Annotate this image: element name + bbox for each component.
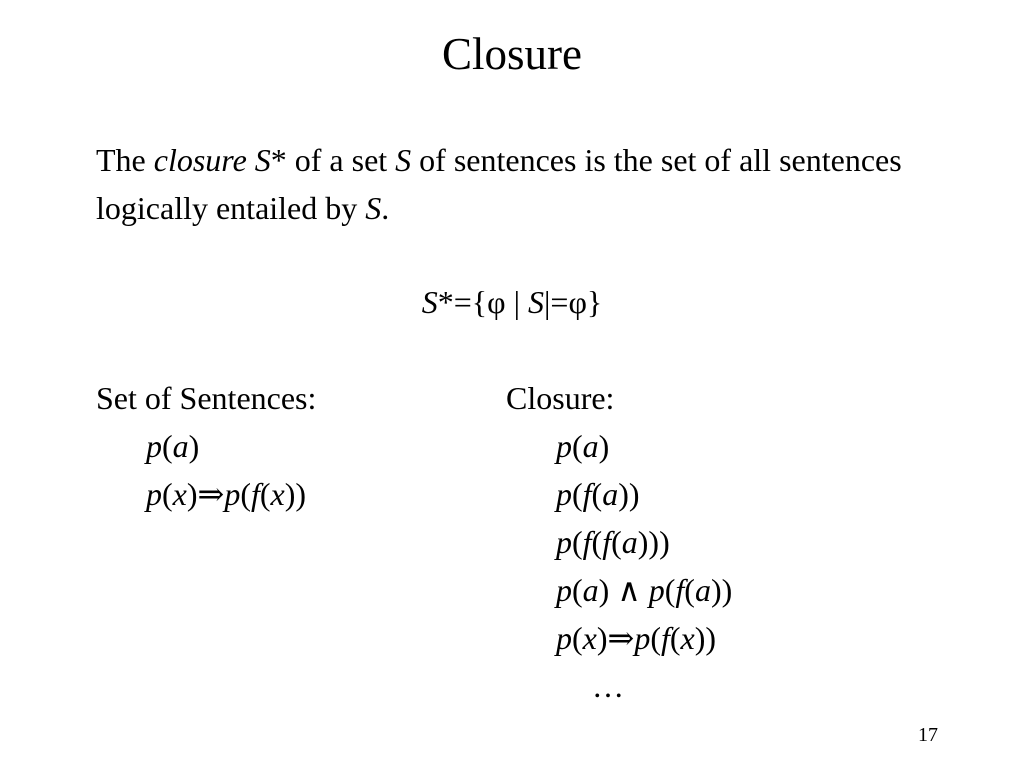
definition-period: . xyxy=(381,190,390,226)
definition-symbol-s-3: S xyxy=(365,190,382,226)
closure-item: p(x)⇒p(f(x)) xyxy=(556,620,717,656)
formula-part-1: *={φ | xyxy=(437,284,528,320)
closure-item: p(f(f(a))) xyxy=(556,524,670,560)
page-number: 17 xyxy=(918,724,938,746)
formula-part-2: |=φ} xyxy=(544,284,603,320)
sentence-item: p(x)⇒p(f(x)) xyxy=(146,476,307,512)
closure-list xyxy=(506,422,906,662)
closure-item: p(f(a)) xyxy=(556,476,640,512)
closure-item: p(a) ∧ p(f(a)) xyxy=(556,572,733,608)
definition-text-3: of sentences is the set of all sentences logically entailed by xyxy=(96,142,902,226)
formula-s-2: S xyxy=(528,284,544,320)
closure-heading: Closure: xyxy=(506,380,615,416)
set-of-sentences-heading: Set of Sentences: xyxy=(96,380,317,416)
definition-symbol-s: S xyxy=(254,142,271,178)
definition-symbol-s-2: S xyxy=(395,142,412,178)
definition-term: closure xyxy=(153,142,247,178)
sentence-item: p(a) xyxy=(146,428,200,464)
definition-text-2: * of a set xyxy=(270,142,396,178)
closure-item: p(a) xyxy=(556,428,610,464)
definition-paragraph xyxy=(96,136,976,232)
formula-s: S xyxy=(421,284,438,320)
definition-space xyxy=(247,142,255,178)
set-of-sentences-column xyxy=(96,374,476,518)
closure-ellipsis: … xyxy=(592,668,624,704)
closure-column xyxy=(506,374,906,710)
closure-formula xyxy=(0,280,1024,324)
slide-title: Closure xyxy=(442,29,582,79)
definition-text-1: The xyxy=(96,142,154,178)
set-of-sentences-list xyxy=(96,422,476,518)
